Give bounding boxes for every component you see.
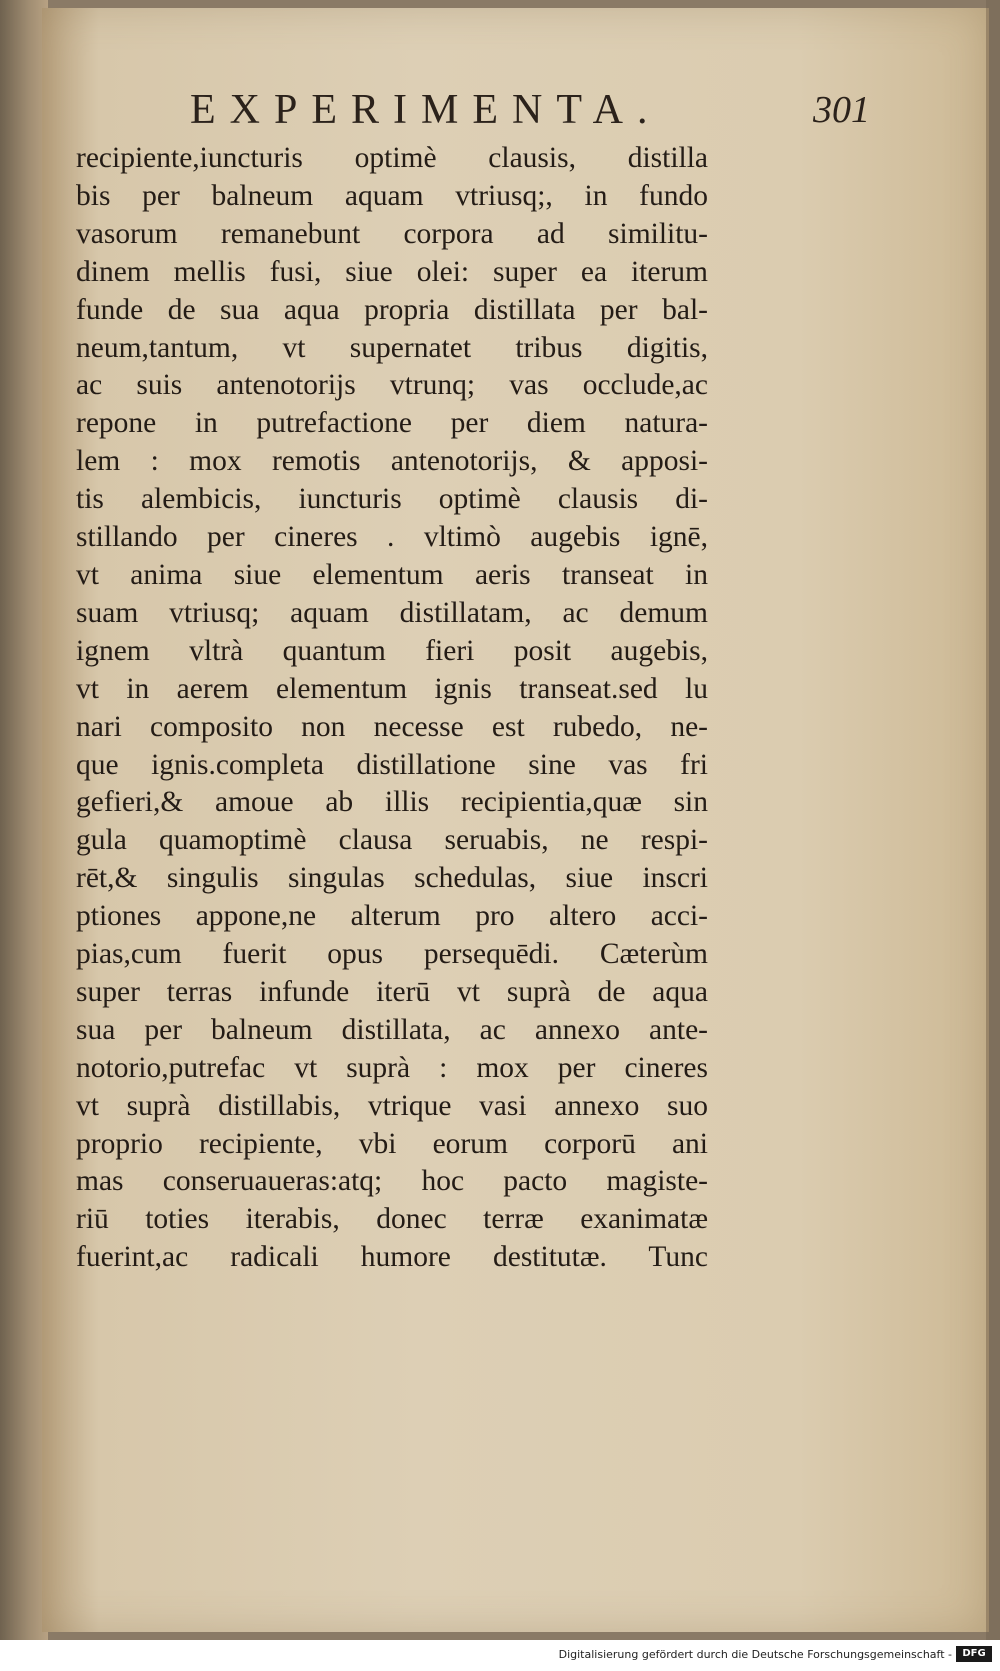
text-line: vasorum remanebunt corpora ad similitu- [76,217,708,250]
text-line: mas conseruaueras:atq; hoc pacto magiste- [76,1165,708,1198]
text-line: fuerint,ac radicali humore destitutæ. Tunc [76,1241,708,1274]
text-line: lem : mox remotis antenotorijs, & apposi- [76,445,708,478]
text-line: stillando per cineres . vltimò augebis ignē, [76,521,708,554]
running-head [190,86,910,136]
text-line: nari composito non necesse est rubedo, ne- [76,710,708,743]
text-line: vt suprà distillabis, vtrique vasi annexo suo [76,1089,708,1122]
text-line: ptiones appone,ne alterum pro altero acci- [76,900,708,933]
digitization-credit: Digitalisierung gefördert durch die Deutsche Forschungsgemeinschaft - [558,1648,952,1661]
text-line: super terras infunde iterū vt suprà de aqua [76,975,708,1008]
text-line: rēt,& singulis singulas schedulas, siue inscri [76,862,708,895]
running-title: EXPERIMENTA. [190,87,662,133]
text-line: riū toties iterabis, donec terræ exanimatæ [76,1203,708,1236]
text-line: gula quamoptimè clausa seruabis, ne respi- [76,824,708,857]
footer-bar [0,1640,1000,1671]
text-line: ignem vltrà quantum fieri posit augebis, [76,634,708,667]
text-line: gefieri,& amoue ab illis recipientia,quæ sin [76,786,708,819]
text-line: bis per balneum aquam vtriusq;, in fundo [76,179,708,212]
text-line: vt in aerem elementum ignis transeat.sed lu [76,672,708,705]
text-line: repone in putrefactione per diem natura- [76,407,708,440]
text-line: suam vtriusq; aquam distillatam, ac demum [76,596,708,629]
text-line: dinem mellis fusi, siue olei: super ea iterum [76,255,708,288]
page-number: 301 [813,89,870,131]
text-line: recipiente,iuncturis optimè clausis, distilla [76,142,708,174]
text-line: pias,cum fuerit opus persequēdi. Cæterùm [76,938,708,971]
dfg-logo: DFG [956,1646,992,1662]
text-line: proprio recipiente, vbi eorum corporū ani [76,1127,708,1160]
text-line: tis alembicis, iuncturis optimè clausis di- [76,483,708,516]
text-line: sua per balneum distillata, ac annexo ante- [76,1013,708,1046]
text-line: vt anima siue elementum aeris transeat in [76,558,708,591]
text-line: que ignis.completa distillatione sine vas fri [76,748,708,781]
body-text [76,140,708,1277]
book-gutter [0,0,48,1640]
text-line: notorio,putrefac vt suprà : mox per cineres [76,1051,708,1084]
text-line: funde de sua aqua propria distillata per bal- [76,293,708,326]
text-line: ac suis antenotorijs vtrunq; vas occlude,ac [76,369,708,402]
text-line: neum,tantum, vt supernatet tribus digitis, [76,331,708,364]
